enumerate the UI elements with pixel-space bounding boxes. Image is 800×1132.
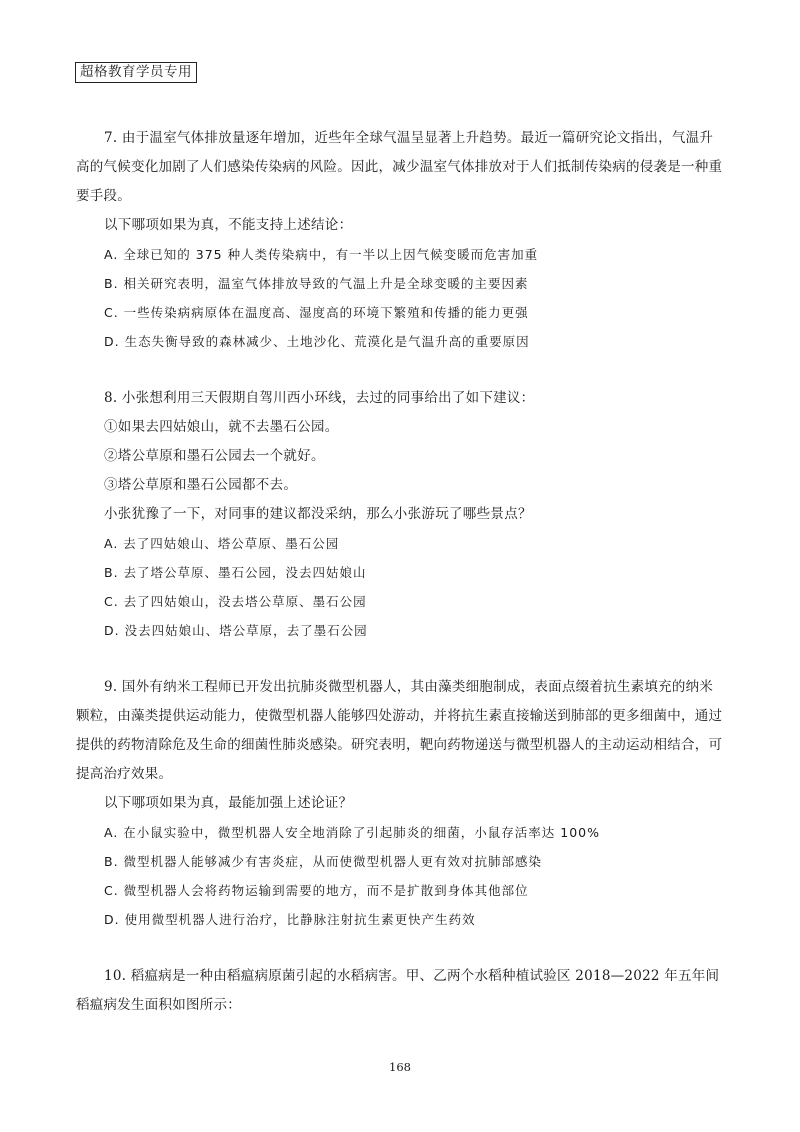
page-number: 168 <box>389 1060 411 1074</box>
header-tag: 超格教育学员专用 <box>75 62 197 83</box>
option-b: B. 相关研究表明，温室气体排放导致的气温上升是全球变暖的主要因素 <box>104 276 529 291</box>
option-a: A. 在小鼠实验中，微型机器人安全地消除了引起肺炎的细菌，小鼠存活率达 100% <box>104 825 600 840</box>
option-d: D. 使用微型机器人进行治疗，比静脉注射抗生素更快产生药效 <box>104 912 476 927</box>
condition-2: ②塔公草原和墨石公园去一个就好。 <box>104 448 325 464</box>
question-prompt: 以下哪项如果为真，最能加强上述论证？ <box>104 795 353 811</box>
question-stem: 7. 由于温室气体排放量逐年增加，近些年全球气温呈显著上升趋势。最近一篇研究论文指出，气温升高的气候变化加剧了人们感染传染病的风险。因此，减少温室气体排放对于人们抵制传染病的侵袭是一种重要手段。 <box>76 130 723 204</box>
condition-3: ③塔公草原和墨石公园都不去。 <box>104 477 298 493</box>
spacer <box>104 645 724 673</box>
option-d: D. 生态失衡导致的森林减少、土地沙化、荒漠化是气温升高的重要原因 <box>104 334 530 349</box>
question-8 <box>104 384 724 645</box>
spacer <box>104 356 724 384</box>
question-stem: 8. 小张想利用三天假期自驾川西小环线，去过的同事给出了如下建议： <box>104 390 535 406</box>
question-stem: 10. 稻瘟病是一种由稻瘟病原菌引起的水稻病害。甲、乙两个水稻种植试验区 2018—2022 年五年间稻瘟病发生面积如图所示： <box>76 968 720 1013</box>
question-10 <box>76 962 724 1020</box>
question-prompt: 以下哪项如果为真，不能支持上述结论： <box>104 217 353 233</box>
option-a: A. 全球已知的 375 种人类传染病中，有一半以上因气候变暖而危害加重 <box>104 247 539 262</box>
option-c: C. 去了四姑娘山，没去塔公草原、墨石公园 <box>104 594 367 609</box>
question-stem: 9. 国外有纳米工程师已开发出抗肺炎微型机器人，其由藻类细胞制成，表面点缀着抗生素填充的纳米颗粒，由藻类提供运动能力，使微型机器人能够四处游动，并将抗生素直接输送到肺部的更多细菌中，通过提供的药物清除危及生命的细菌性肺炎感染。研究表明，靶向药物递送与微型机器人的主动运动相结合，可提高治疗效果。 <box>76 679 723 782</box>
question-prompt: 小张犹豫了一下，对同事的建议都没采纳，那么小张游玩了哪些景点？ <box>104 506 532 522</box>
spacer <box>104 934 724 962</box>
question-9 <box>76 673 724 934</box>
option-b: B. 微型机器人能够减少有害炎症，从而使微型机器人更有效对抗肺部感染 <box>104 854 543 869</box>
page-content <box>76 124 724 1020</box>
question-7 <box>76 124 724 356</box>
option-c: C. 一些传染病病原体在温度高、湿度高的环境下繁殖和传播的能力更强 <box>104 305 529 320</box>
option-b: B. 去了塔公草原、墨石公园，没去四姑娘山 <box>104 565 367 580</box>
option-c: C. 微型机器人会将药物运输到需要的地方，而不是扩散到身体其他部位 <box>104 883 529 898</box>
option-d: D. 没去四姑娘山、塔公草原，去了墨石公园 <box>104 623 368 638</box>
condition-1: ①如果去四姑娘山，就不去墨石公园。 <box>104 419 339 435</box>
option-a: A. 去了四姑娘山、塔公草原、墨石公园 <box>104 536 340 551</box>
